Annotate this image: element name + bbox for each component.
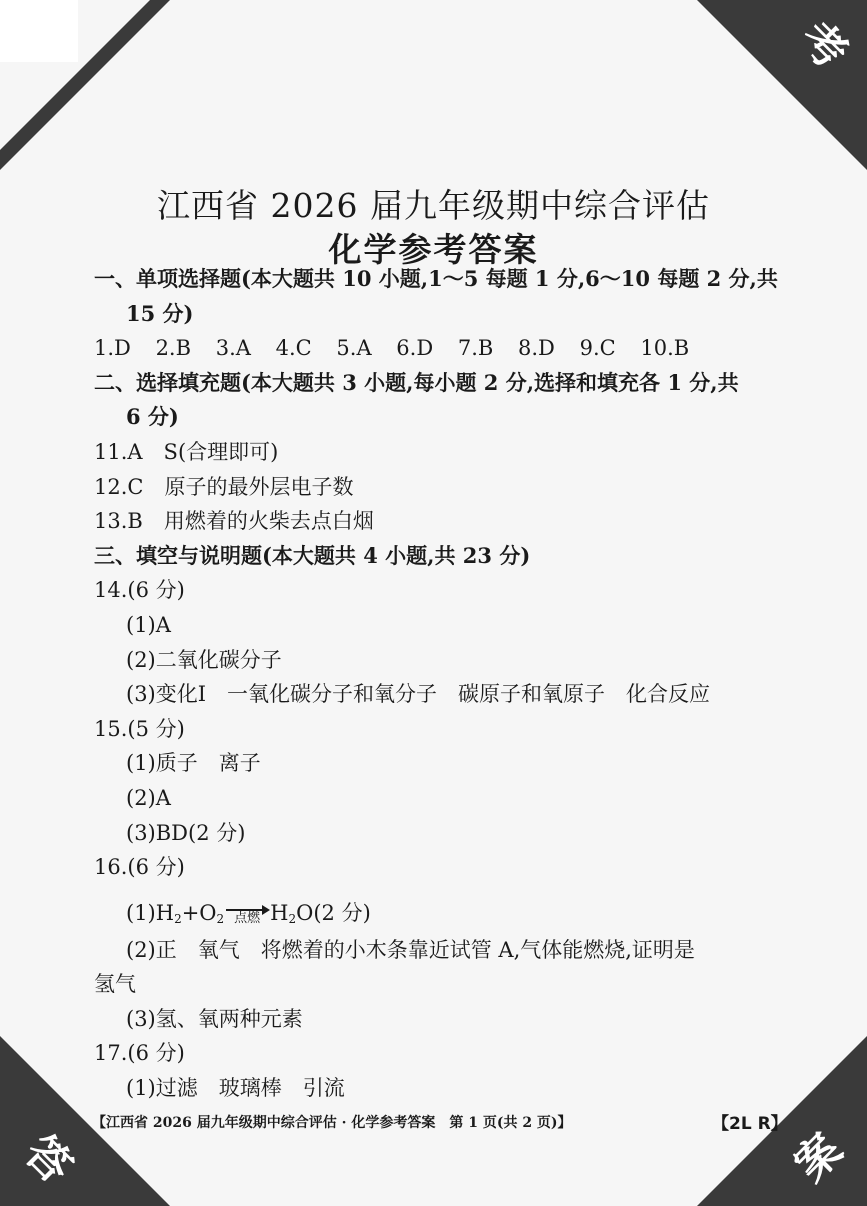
section2-heading: 二、选择填充题(本大题共 3 小题,每小题 2 分,选择和填充各 1 分,共 [94,369,739,395]
q17-head: 17.(6 分) [94,1041,185,1066]
answer-12: 12.C 原子的最外层电子数 [94,474,354,499]
eq-sub-2a: 2 [174,911,182,926]
eq-sub-2b: 2 [216,911,225,926]
q15-part1: (1)质子 离子 [126,751,261,776]
answer-11: 11.A S(合理即可) [94,439,279,464]
footer-code: 【2L R】 [712,1114,788,1134]
q14-part3: (3)变化Ⅰ 一氧化碳分子和氧分子 碳原子和氧原子 化合反应 [126,682,711,707]
eq-reactant-o: +O [181,900,217,925]
answer-10: 10.B [640,336,690,361]
q16-part1-equation [94,885,784,933]
q16-part2: (2)正 氧气 将燃着的小木条靠近试管 A,气体能燃烧,证明是 [126,937,695,962]
top-right-corner-band [697,0,867,170]
footer-text: 【江西省 2026 届九年级期中综合评估 · 化学参考答案 第 1 页(共 2 页)】 [92,1115,572,1131]
answer-5: 5.A [336,336,372,361]
answer-2: 2.B [155,336,192,361]
answer-3: 3.A [215,336,251,361]
answer-7: 7.B [457,336,494,361]
top-left-blank [0,0,78,62]
answer-6: 6.D [396,336,434,361]
section1-heading: 一、单项选择题(本大题共 10 小题,1～5 每题 1 分,6～10 每题 2 分,共 [94,266,778,291]
reaction-arrow [226,911,268,927]
corner-char-bottom-right: 案 [785,1124,853,1192]
eq-sub-2c: 2 [288,911,297,926]
q14-part2: (2)二氧化碳分子 [126,647,282,672]
answer-9: 9.C [579,336,616,361]
q15-head: 15.(5 分) [94,716,185,741]
q15-part2: (2)A [126,785,171,810]
reaction-condition: 点燃 [234,911,261,927]
q15-part3: (3)BD(2 分) [126,820,246,845]
answer-body [94,262,784,1106]
answer-8: 8.D [518,336,555,361]
q14-head: 14.(6 分) [94,578,185,603]
answer-1: 1.D [94,336,131,361]
section1-answers [94,331,784,366]
answer-13: 13.B 用燃着的火柴去点白烟 [94,509,374,534]
section1-heading-cont: 15 分) [126,300,194,326]
q17-part1: (1)过滤 玻璃棒 引流 [126,1076,345,1101]
q16-part3: (3)氢、氧两种元素 [126,1006,303,1031]
document-subtitle: 化学参考答案 [328,230,539,269]
section2-heading-cont: 6 分) [126,404,179,430]
document-title: 江西省 2026 届九年级期中综合评估 [157,186,710,225]
answer-4: 4.C [275,336,312,361]
eq-product-o: O(2 分) [296,900,371,925]
eq-product-h: H [270,900,289,925]
q14-part1: (1)A [126,612,171,637]
corner-char-top-right: 考 [789,12,857,80]
q16-head: 16.(6 分) [94,855,185,880]
corner-char-bottom-left: 答 [14,1126,82,1194]
q16-part2-cont: 氢气 [94,972,136,997]
eq-reactant-h: (1)H [126,900,175,925]
section3-heading: 三、填空与说明题(本大题共 4 小题,共 23 分) [94,542,531,568]
